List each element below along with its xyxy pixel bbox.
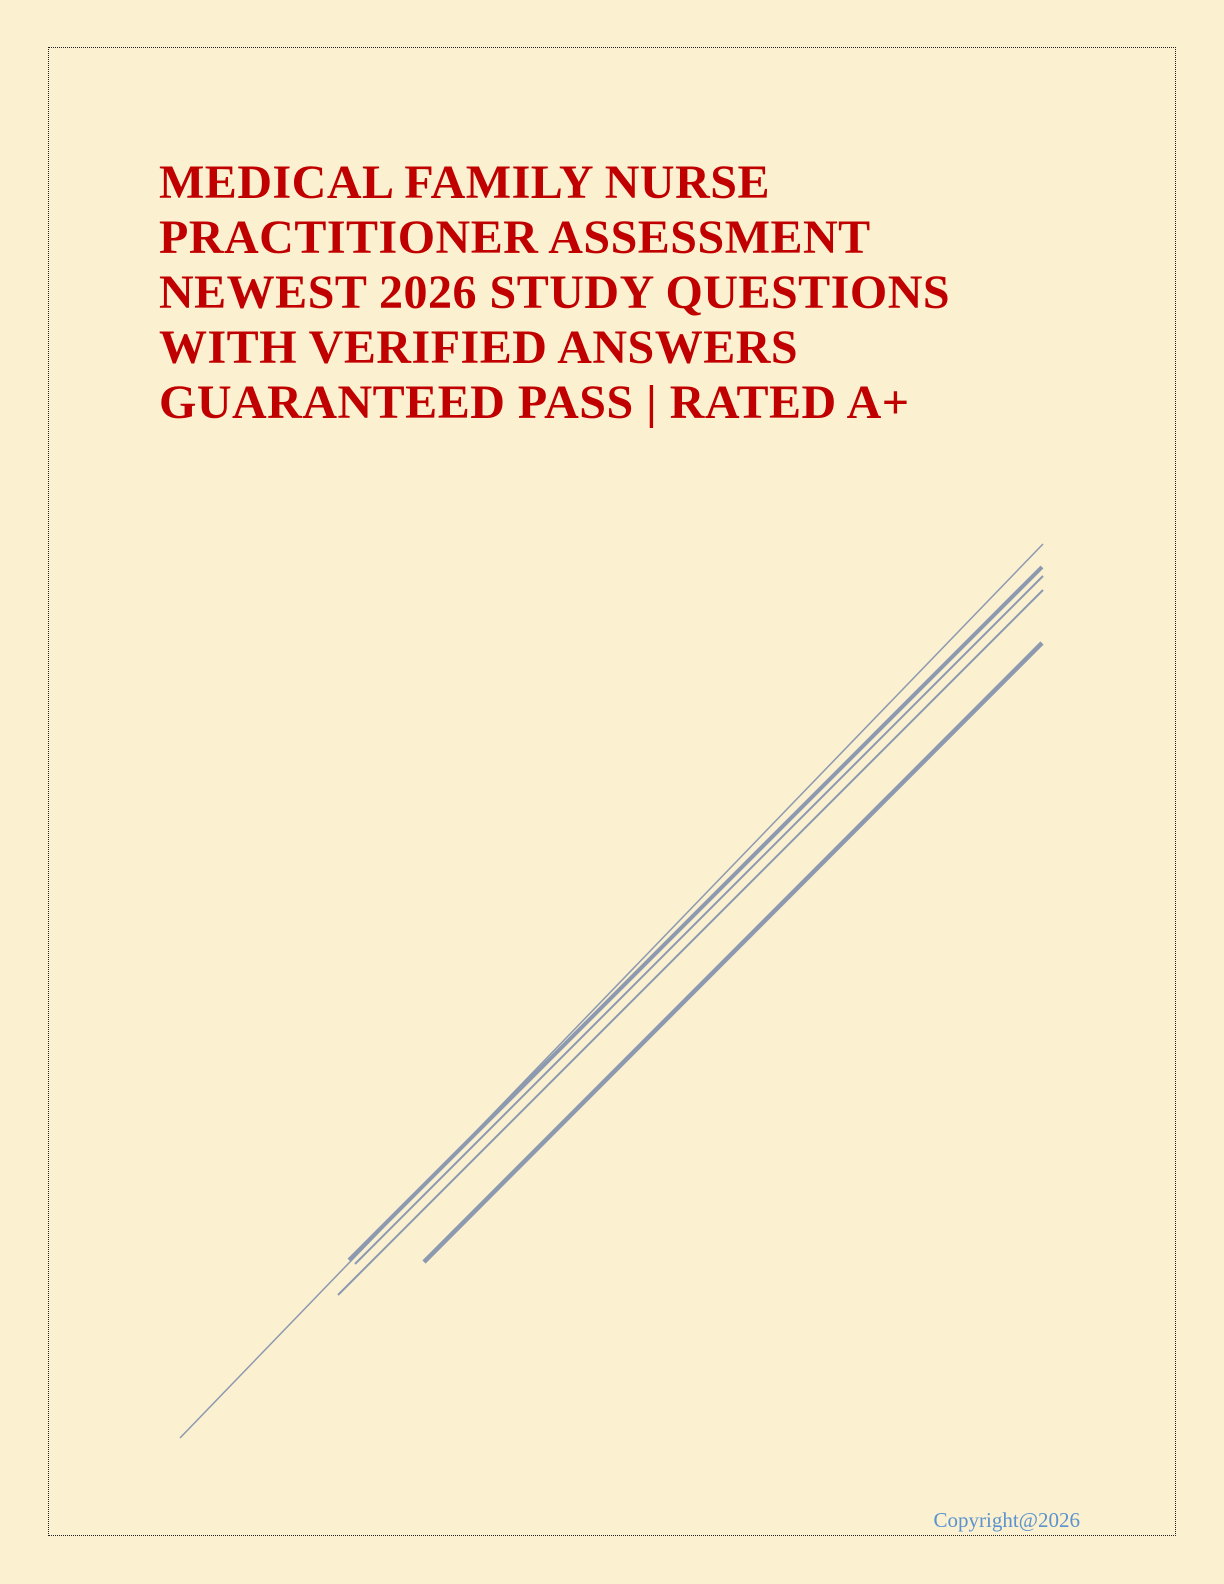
document-title	[159, 155, 1019, 430]
title-line: MEDICAL FAMILY NURSE	[159, 156, 770, 209]
title-line: WITH VERIFIED ANSWERS	[159, 321, 799, 374]
title-line: NEWEST 2026 STUDY QUESTIONS	[159, 266, 951, 319]
copyright-text: Copyright@2026	[933, 1508, 1080, 1532]
title-line: PRACTITIONER ASSESSMENT	[159, 211, 871, 264]
title-line: GUARANTEED PASS | RATED A+	[159, 376, 910, 429]
